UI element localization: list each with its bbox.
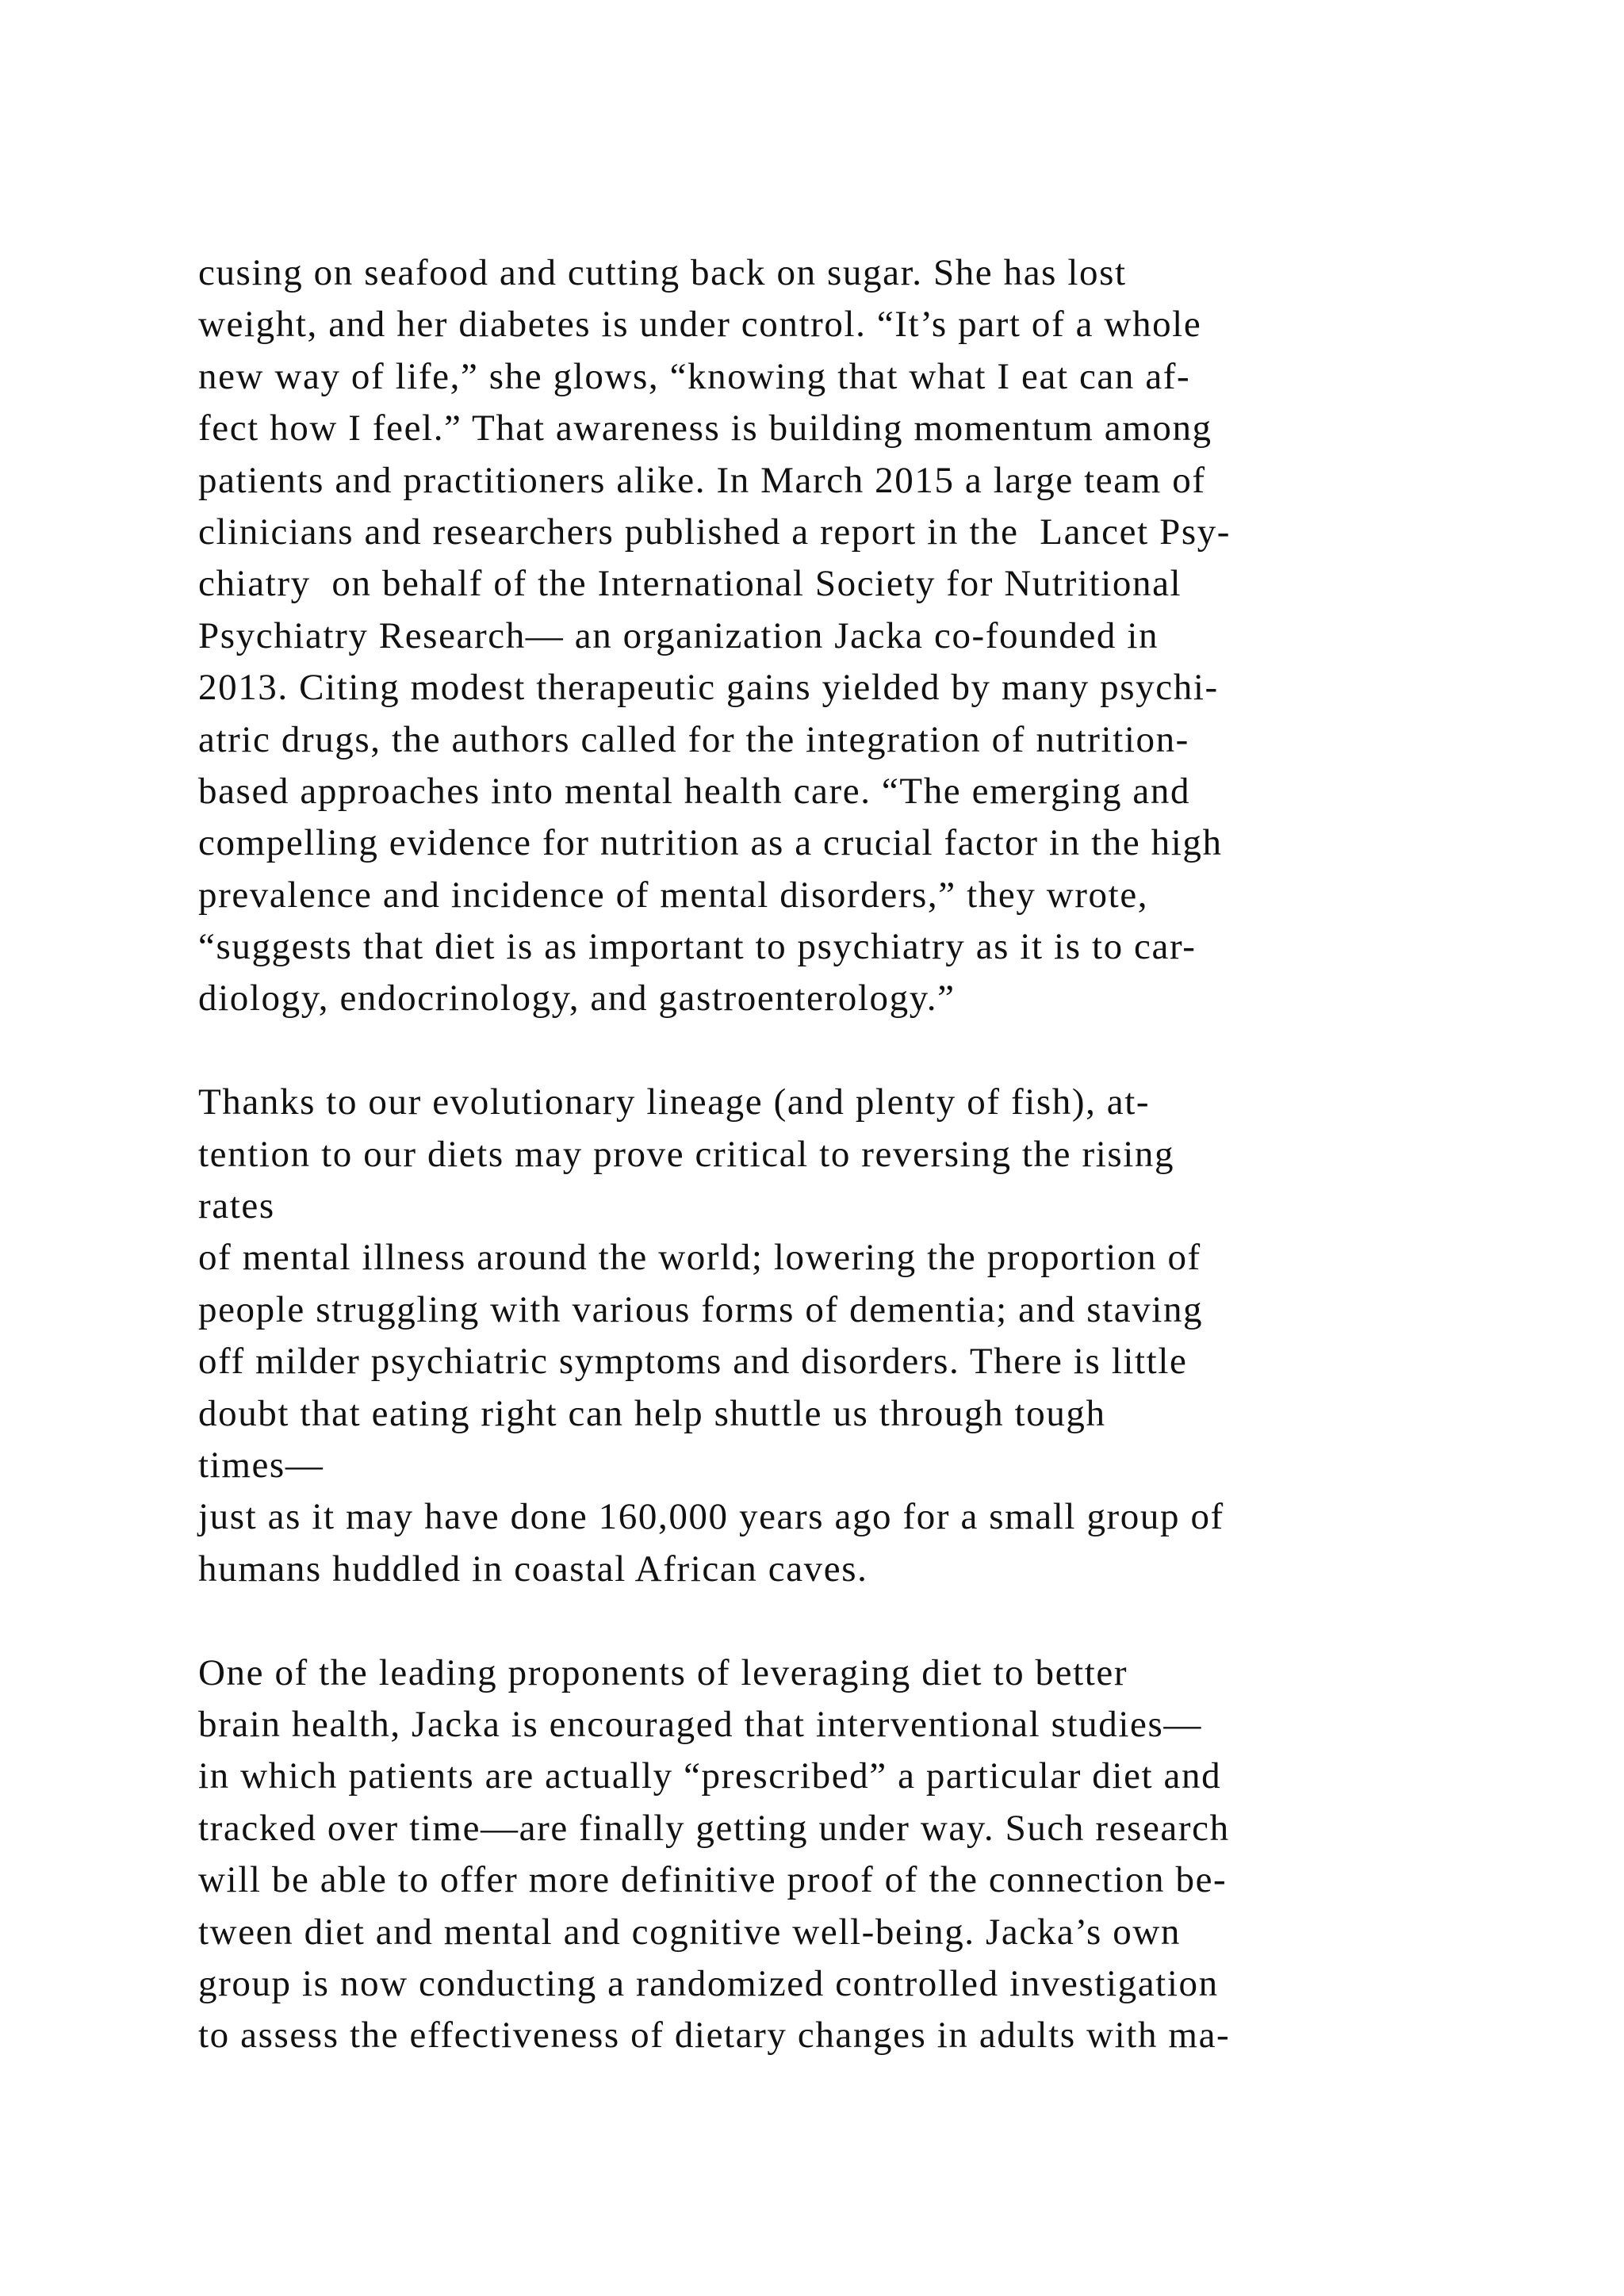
text-line: cusing on seafood and cutting back on sugar. She has lost	[198, 252, 1127, 293]
text-line: Psychiatry Research— an organization Jacka co-founded in	[198, 614, 1159, 656]
text-line: group is now conducting a randomized controlled investigation	[198, 1962, 1219, 2004]
text-line: atric drugs, the authors called for the integration of nutrition-	[198, 718, 1189, 760]
text-line: tention to our diets may prove critical to reversing the rising	[198, 1133, 1175, 1175]
paragraph-3	[198, 1647, 1499, 2062]
text-line: compelling evidence for nutrition as a crucial factor in the high	[198, 822, 1223, 864]
text-line: tracked over time—are finally getting under way. Such research	[198, 1807, 1230, 1849]
text-line: to assess the effectiveness of dietary changes in adults with ma-	[198, 2015, 1231, 2057]
text-line: people struggling with various forms of dementia; and staving	[198, 1288, 1204, 1330]
text-line: in which patients are actually “prescribed” a particular diet and	[198, 1755, 1222, 1797]
text-line: off milder psychiatric symptoms and disorders. There is little	[198, 1341, 1188, 1383]
text-line: just as it may have done 160,000 years ago for a small group of	[198, 1496, 1224, 1538]
text-line: clinicians and researchers published a report in the Lancet Psy-	[198, 511, 1231, 553]
text-line: “suggests that diet is as important to psychiatry as it is to car-	[198, 926, 1197, 968]
text-line: patients and practitioners alike. In March 2015 a large team of	[198, 459, 1206, 501]
paragraph-gap	[198, 1025, 1499, 1077]
text-line: new way of life,” she glows, “knowing that what I eat can af-	[198, 355, 1191, 397]
text-line: based approaches into mental health care. “The emerging and	[198, 770, 1191, 812]
text-line: diology, endocrinology, and gastroenterology.”	[198, 978, 956, 1020]
paragraph-1	[198, 247, 1499, 1025]
text-line: tween diet and mental and cognitive well-being. Jacka’s own	[198, 1911, 1182, 1953]
text-line: doubt that eating right can help shuttle us through tough	[198, 1392, 1106, 1434]
paragraph-2	[198, 1077, 1499, 1595]
text-line: rates	[198, 1185, 275, 1227]
paragraph-gap	[198, 1595, 1499, 1647]
text-line: prevalence and incidence of mental disorders,” they wrote,	[198, 874, 1149, 916]
text-line: fect how I feel.” That awareness is building momentum among	[198, 408, 1212, 450]
text-line: One of the leading proponents of leveraging diet to better	[198, 1651, 1128, 1693]
text-line: of mental illness around the world; lowering the proportion of	[198, 1237, 1201, 1279]
text-line: times—	[198, 1444, 324, 1486]
body-text	[198, 247, 1499, 2062]
text-line: chiatry on behalf of the International Society for Nutritional	[198, 563, 1182, 605]
text-line: humans huddled in coastal African caves.	[198, 1548, 868, 1590]
text-line: Thanks to our evolutionary lineage (and plenty of fish), at-	[198, 1081, 1151, 1123]
text-line: weight, and her diabetes is under control. “It’s part of a whole	[198, 304, 1202, 346]
text-line: 2013. Citing modest therapeutic gains yielded by many psychi-	[198, 667, 1219, 709]
text-line: will be able to offer more definitive proof of the connection be-	[198, 1859, 1228, 1901]
text-line: brain health, Jacka is encouraged that interventional studies—	[198, 1703, 1202, 1745]
